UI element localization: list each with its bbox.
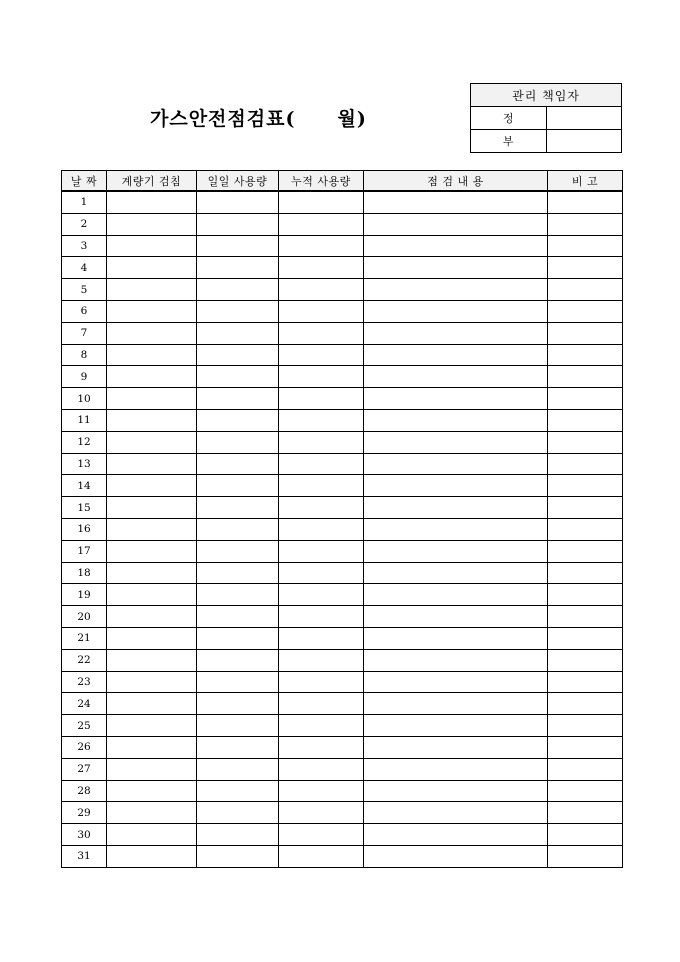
- cumulative-usage-cell[interactable]: [279, 627, 364, 649]
- daily-usage-cell[interactable]: [197, 584, 279, 606]
- day-number-cell: 16: [62, 518, 107, 540]
- column-header-inspection-details: 점 검 내 용: [364, 171, 548, 192]
- approval-table: [470, 83, 622, 153]
- column-header-cumulative-usage: 누적 사용량: [279, 171, 364, 192]
- day-number-cell: 12: [62, 431, 107, 453]
- table-row: [62, 736, 623, 758]
- day-number-cell: 15: [62, 497, 107, 519]
- remarks-cell[interactable]: [548, 562, 623, 584]
- meter-reading-cell[interactable]: [107, 845, 197, 867]
- day-number-cell: 18: [62, 562, 107, 584]
- remarks-cell[interactable]: [548, 453, 623, 475]
- daily-usage-cell[interactable]: [197, 845, 279, 867]
- day-number-cell: 1: [62, 191, 107, 213]
- meter-reading-cell[interactable]: [107, 780, 197, 802]
- daily-usage-cell[interactable]: [197, 562, 279, 584]
- remarks-cell[interactable]: [548, 300, 623, 322]
- cumulative-usage-cell[interactable]: [279, 671, 364, 693]
- remarks-cell[interactable]: [548, 584, 623, 606]
- inspection-details-cell[interactable]: [364, 715, 548, 737]
- approval-label-primary: 정: [471, 107, 547, 130]
- approval-header: 관리 책임자: [471, 84, 622, 107]
- cumulative-usage-cell[interactable]: [279, 191, 364, 213]
- column-header-daily-usage: 일일 사용량: [197, 171, 279, 192]
- daily-usage-cell[interactable]: [197, 715, 279, 737]
- cumulative-usage-cell[interactable]: [279, 475, 364, 497]
- day-number-cell: 7: [62, 322, 107, 344]
- daily-usage-cell[interactable]: [197, 257, 279, 279]
- day-number-cell: 9: [62, 366, 107, 388]
- daily-usage-cell[interactable]: [197, 540, 279, 562]
- table-row: [62, 366, 623, 388]
- meter-reading-cell[interactable]: [107, 736, 197, 758]
- day-number-cell: 3: [62, 235, 107, 257]
- meter-reading-cell[interactable]: [107, 518, 197, 540]
- meter-reading-cell[interactable]: [107, 649, 197, 671]
- inspection-log-table: [61, 170, 623, 868]
- cumulative-usage-cell[interactable]: [279, 562, 364, 584]
- table-row: [62, 627, 623, 649]
- day-number-cell: 30: [62, 824, 107, 846]
- meter-reading-cell[interactable]: [107, 300, 197, 322]
- column-header-remarks: 비 고: [548, 171, 623, 192]
- remarks-cell[interactable]: [548, 431, 623, 453]
- inspection-details-cell[interactable]: [364, 191, 548, 213]
- cumulative-usage-cell[interactable]: [279, 780, 364, 802]
- meter-reading-cell[interactable]: [107, 715, 197, 737]
- remarks-cell[interactable]: [548, 497, 623, 519]
- table-row: [62, 584, 623, 606]
- remarks-cell[interactable]: [548, 366, 623, 388]
- day-number-cell: 5: [62, 279, 107, 301]
- inspection-details-cell[interactable]: [364, 300, 548, 322]
- meter-reading-cell[interactable]: [107, 693, 197, 715]
- table-row: [62, 649, 623, 671]
- daily-usage-cell[interactable]: [197, 606, 279, 628]
- inspection-details-cell[interactable]: [364, 257, 548, 279]
- cumulative-usage-cell[interactable]: [279, 279, 364, 301]
- remarks-cell[interactable]: [548, 715, 623, 737]
- meter-reading-cell[interactable]: [107, 322, 197, 344]
- meter-reading-cell[interactable]: [107, 584, 197, 606]
- inspection-details-cell[interactable]: [364, 736, 548, 758]
- inspection-details-cell[interactable]: [364, 780, 548, 802]
- table-row: [62, 431, 623, 453]
- day-number-cell: 13: [62, 453, 107, 475]
- column-header-date: 날 짜: [62, 171, 107, 192]
- meter-reading-cell[interactable]: [107, 758, 197, 780]
- cumulative-usage-cell[interactable]: [279, 518, 364, 540]
- table-row: [62, 213, 623, 235]
- table-row: [62, 693, 623, 715]
- cumulative-usage-cell[interactable]: [279, 497, 364, 519]
- table-row: [62, 344, 623, 366]
- table-row: [62, 257, 623, 279]
- table-row: [62, 802, 623, 824]
- table-row: [62, 671, 623, 693]
- table-row: [62, 780, 623, 802]
- remarks-cell[interactable]: [548, 344, 623, 366]
- meter-reading-cell[interactable]: [107, 824, 197, 846]
- inspection-details-cell[interactable]: [364, 322, 548, 344]
- table-header-row: [62, 171, 623, 192]
- remarks-cell[interactable]: [548, 191, 623, 213]
- remarks-cell[interactable]: [548, 388, 623, 410]
- day-number-cell: 2: [62, 213, 107, 235]
- remarks-cell[interactable]: [548, 824, 623, 846]
- daily-usage-cell[interactable]: [197, 780, 279, 802]
- daily-usage-cell[interactable]: [197, 824, 279, 846]
- meter-reading-cell[interactable]: [107, 562, 197, 584]
- remarks-cell[interactable]: [548, 322, 623, 344]
- cumulative-usage-cell[interactable]: [279, 366, 364, 388]
- remarks-cell[interactable]: [548, 736, 623, 758]
- cumulative-usage-cell[interactable]: [279, 300, 364, 322]
- day-number-cell: 23: [62, 671, 107, 693]
- cumulative-usage-cell[interactable]: [279, 453, 364, 475]
- inspection-details-cell[interactable]: [364, 518, 548, 540]
- day-number-cell: 24: [62, 693, 107, 715]
- meter-reading-cell[interactable]: [107, 671, 197, 693]
- daily-usage-cell[interactable]: [197, 191, 279, 213]
- inspection-details-cell[interactable]: [364, 649, 548, 671]
- daily-usage-cell[interactable]: [197, 300, 279, 322]
- table-row: [62, 453, 623, 475]
- remarks-cell[interactable]: [548, 693, 623, 715]
- daily-usage-cell[interactable]: [197, 758, 279, 780]
- meter-reading-cell[interactable]: [107, 627, 197, 649]
- remarks-cell[interactable]: [548, 802, 623, 824]
- inspection-details-cell[interactable]: [364, 606, 548, 628]
- table-row: [62, 824, 623, 846]
- meter-reading-cell[interactable]: [107, 366, 197, 388]
- inspection-details-cell[interactable]: [364, 693, 548, 715]
- title-month: 월): [337, 108, 367, 130]
- inspection-details-cell[interactable]: [364, 431, 548, 453]
- day-number-cell: 4: [62, 257, 107, 279]
- page-title: [150, 104, 390, 131]
- day-number-cell: 26: [62, 736, 107, 758]
- daily-usage-cell[interactable]: [197, 235, 279, 257]
- cumulative-usage-cell[interactable]: [279, 431, 364, 453]
- meter-reading-cell[interactable]: [107, 497, 197, 519]
- daily-usage-cell[interactable]: [197, 388, 279, 410]
- daily-usage-cell[interactable]: [197, 453, 279, 475]
- cumulative-usage-cell[interactable]: [279, 213, 364, 235]
- day-number-cell: 6: [62, 300, 107, 322]
- meter-reading-cell[interactable]: [107, 475, 197, 497]
- day-number-cell: 25: [62, 715, 107, 737]
- daily-usage-cell[interactable]: [197, 431, 279, 453]
- inspection-details-cell[interactable]: [364, 453, 548, 475]
- daily-usage-cell[interactable]: [197, 497, 279, 519]
- cumulative-usage-cell[interactable]: [279, 540, 364, 562]
- remarks-cell[interactable]: [548, 845, 623, 867]
- meter-reading-cell[interactable]: [107, 344, 197, 366]
- meter-reading-cell[interactable]: [107, 409, 197, 431]
- daily-usage-cell[interactable]: [197, 279, 279, 301]
- table-row: [62, 606, 623, 628]
- meter-reading-cell[interactable]: [107, 191, 197, 213]
- cumulative-usage-cell[interactable]: [279, 584, 364, 606]
- day-number-cell: 22: [62, 649, 107, 671]
- table-row: [62, 322, 623, 344]
- table-row: [62, 409, 623, 431]
- table-row: [62, 758, 623, 780]
- table-row: [62, 497, 623, 519]
- inspection-details-cell[interactable]: [364, 824, 548, 846]
- remarks-cell[interactable]: [548, 627, 623, 649]
- daily-usage-cell[interactable]: [197, 627, 279, 649]
- inspection-details-cell[interactable]: [364, 279, 548, 301]
- meter-reading-cell[interactable]: [107, 257, 197, 279]
- approval-signature-secondary[interactable]: [546, 130, 622, 153]
- daily-usage-cell[interactable]: [197, 736, 279, 758]
- table-row: [62, 300, 623, 322]
- inspection-details-cell[interactable]: [364, 213, 548, 235]
- daily-usage-cell[interactable]: [197, 475, 279, 497]
- inspection-details-cell[interactable]: [364, 475, 548, 497]
- meter-reading-cell[interactable]: [107, 213, 197, 235]
- remarks-cell[interactable]: [548, 606, 623, 628]
- remarks-cell[interactable]: [548, 235, 623, 257]
- cumulative-usage-cell[interactable]: [279, 322, 364, 344]
- day-number-cell: 27: [62, 758, 107, 780]
- cumulative-usage-cell[interactable]: [279, 845, 364, 867]
- remarks-cell[interactable]: [548, 671, 623, 693]
- table-row: [62, 388, 623, 410]
- inspection-details-cell[interactable]: [364, 845, 548, 867]
- day-number-cell: 21: [62, 627, 107, 649]
- remarks-cell[interactable]: [548, 780, 623, 802]
- daily-usage-cell[interactable]: [197, 671, 279, 693]
- day-number-cell: 19: [62, 584, 107, 606]
- remarks-cell[interactable]: [548, 540, 623, 562]
- remarks-cell[interactable]: [548, 409, 623, 431]
- approval-label-secondary: 부: [471, 130, 547, 153]
- daily-usage-cell[interactable]: [197, 649, 279, 671]
- day-number-cell: 20: [62, 606, 107, 628]
- inspection-details-cell[interactable]: [364, 562, 548, 584]
- table-row: [62, 475, 623, 497]
- day-number-cell: 8: [62, 344, 107, 366]
- title-main: 가스안전점검표(: [150, 108, 296, 130]
- remarks-cell[interactable]: [548, 518, 623, 540]
- day-number-cell: 10: [62, 388, 107, 410]
- remarks-cell[interactable]: [548, 213, 623, 235]
- inspection-details-cell[interactable]: [364, 627, 548, 649]
- meter-reading-cell[interactable]: [107, 802, 197, 824]
- daily-usage-cell[interactable]: [197, 518, 279, 540]
- inspection-details-cell[interactable]: [364, 235, 548, 257]
- day-number-cell: 29: [62, 802, 107, 824]
- table-row: [62, 540, 623, 562]
- daily-usage-cell[interactable]: [197, 409, 279, 431]
- daily-usage-cell[interactable]: [197, 344, 279, 366]
- remarks-cell[interactable]: [548, 758, 623, 780]
- cumulative-usage-cell[interactable]: [279, 802, 364, 824]
- column-header-meter-reading: 계량기 검침: [107, 171, 197, 192]
- inspection-details-cell[interactable]: [364, 409, 548, 431]
- cumulative-usage-cell[interactable]: [279, 235, 364, 257]
- table-row: [62, 191, 623, 213]
- remarks-cell[interactable]: [548, 649, 623, 671]
- table-row: [62, 518, 623, 540]
- daily-usage-cell[interactable]: [197, 366, 279, 388]
- table-row: [62, 845, 623, 867]
- meter-reading-cell[interactable]: [107, 453, 197, 475]
- table-row: [62, 235, 623, 257]
- meter-reading-cell[interactable]: [107, 431, 197, 453]
- day-number-cell: 17: [62, 540, 107, 562]
- cumulative-usage-cell[interactable]: [279, 409, 364, 431]
- cumulative-usage-cell[interactable]: [279, 715, 364, 737]
- meter-reading-cell[interactable]: [107, 540, 197, 562]
- meter-reading-cell[interactable]: [107, 606, 197, 628]
- cumulative-usage-cell[interactable]: [279, 649, 364, 671]
- inspection-details-cell[interactable]: [364, 366, 548, 388]
- approval-signature-primary[interactable]: [546, 107, 622, 130]
- daily-usage-cell[interactable]: [197, 693, 279, 715]
- inspection-details-cell[interactable]: [364, 540, 548, 562]
- inspection-details-cell[interactable]: [364, 758, 548, 780]
- inspection-details-cell[interactable]: [364, 584, 548, 606]
- daily-usage-cell[interactable]: [197, 213, 279, 235]
- inspection-details-cell[interactable]: [364, 388, 548, 410]
- cumulative-usage-cell[interactable]: [279, 736, 364, 758]
- cumulative-usage-cell[interactable]: [279, 693, 364, 715]
- meter-reading-cell[interactable]: [107, 235, 197, 257]
- daily-usage-cell[interactable]: [197, 322, 279, 344]
- day-number-cell: 11: [62, 409, 107, 431]
- cumulative-usage-cell[interactable]: [279, 257, 364, 279]
- cumulative-usage-cell[interactable]: [279, 344, 364, 366]
- inspection-details-cell[interactable]: [364, 802, 548, 824]
- inspection-details-cell[interactable]: [364, 344, 548, 366]
- table-row: [62, 279, 623, 301]
- remarks-cell[interactable]: [548, 257, 623, 279]
- inspection-details-cell[interactable]: [364, 671, 548, 693]
- day-number-cell: 28: [62, 780, 107, 802]
- remarks-cell[interactable]: [548, 475, 623, 497]
- cumulative-usage-cell[interactable]: [279, 388, 364, 410]
- table-row: [62, 562, 623, 584]
- remarks-cell[interactable]: [548, 279, 623, 301]
- meter-reading-cell[interactable]: [107, 388, 197, 410]
- day-number-cell: 31: [62, 845, 107, 867]
- table-row: [62, 715, 623, 737]
- daily-usage-cell[interactable]: [197, 802, 279, 824]
- meter-reading-cell[interactable]: [107, 279, 197, 301]
- day-number-cell: 14: [62, 475, 107, 497]
- cumulative-usage-cell[interactable]: [279, 606, 364, 628]
- cumulative-usage-cell[interactable]: [279, 758, 364, 780]
- cumulative-usage-cell[interactable]: [279, 824, 364, 846]
- inspection-details-cell[interactable]: [364, 497, 548, 519]
